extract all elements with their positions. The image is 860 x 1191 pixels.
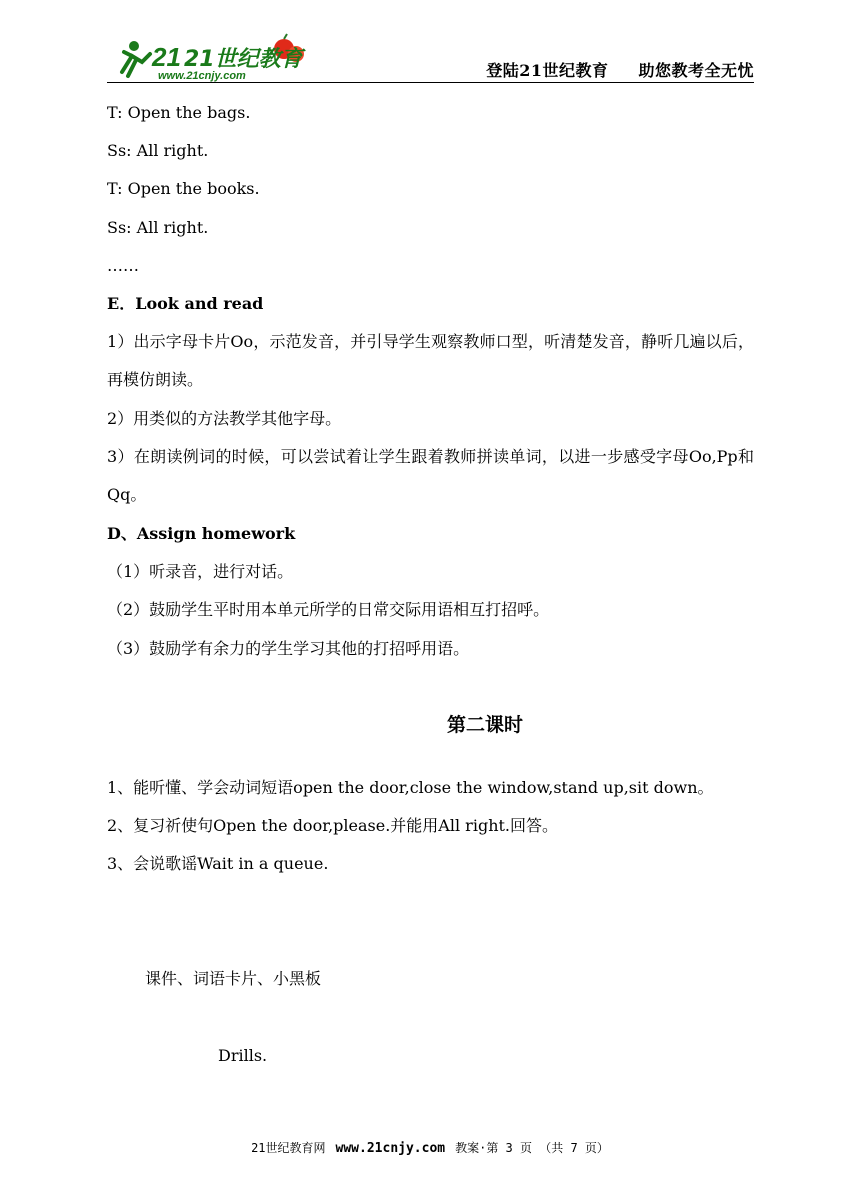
page-footer: [0, 1139, 860, 1156]
e-item-3: 3）在朗读例词的时候，可以尝试着让学生跟着教师拼读单词，以进一步感受字母Oo,Pp和Qq。: [107, 447, 754, 504]
footer-left: 21世纪教育网: [251, 1141, 326, 1155]
footer-page: 教案·第 3 页 （共 7 页）: [455, 1141, 609, 1155]
svg-text:21世纪教育: 21世纪教育: [184, 47, 303, 72]
page-header: [107, 28, 754, 83]
slogan-left: 登陆21世纪教育: [486, 61, 609, 80]
d-item-3: （3）鼓励学有余力的学生学习其他的打招呼用语。: [107, 639, 470, 658]
section-e-title: E．Look and read: [107, 294, 264, 313]
header-slogan: [486, 58, 754, 81]
e-item-1: 1）出示字母卡片Oo，示范发音，并引导学生观察教师口型，听清楚发音，静听几遍以后，再模仿朗读。: [107, 332, 754, 389]
e-item-2: 2）用类似的方法教学其他字母。: [107, 409, 342, 428]
goal-3: 3、会说歌谣Wait in a queue.: [107, 854, 329, 873]
dialogue-line-3: T: Open the books.: [107, 179, 260, 198]
slogan-right: 助您教考全无忧: [638, 61, 754, 80]
footer-site: www.21cnjy.com: [335, 1141, 446, 1156]
d-item-1: （1）听录音，进行对话。: [107, 562, 294, 581]
goal-2: 2、复习祈使句Open the door,please.并能用All right.回答。: [107, 816, 559, 835]
21cnjy-logo: [112, 32, 312, 82]
dialogue-line-1: T: Open the bags.: [107, 103, 251, 122]
materials: 课件、词语卡片、小黑板: [145, 969, 322, 988]
svg-text:www.21cnjy.com: www.21cnjy.com: [158, 70, 246, 82]
dialogue-line-4: Ss: All right.: [107, 218, 209, 237]
dialogue-line-2: Ss: All right.: [107, 141, 209, 160]
goal-1: 1、能听懂、学会动词短语open the door,close the window,stand up,sit down。: [107, 778, 714, 797]
svg-text:21: 21: [152, 42, 181, 72]
d-item-2: （2）鼓励学生平时用本单元所学的日常交际用语相互打招呼。: [107, 600, 550, 619]
lesson-2-heading: 第二课时: [446, 714, 523, 736]
drills: Drills.: [218, 1046, 268, 1065]
section-d-title: D、Assign homework: [107, 524, 296, 543]
ellipsis: ……: [107, 256, 139, 275]
